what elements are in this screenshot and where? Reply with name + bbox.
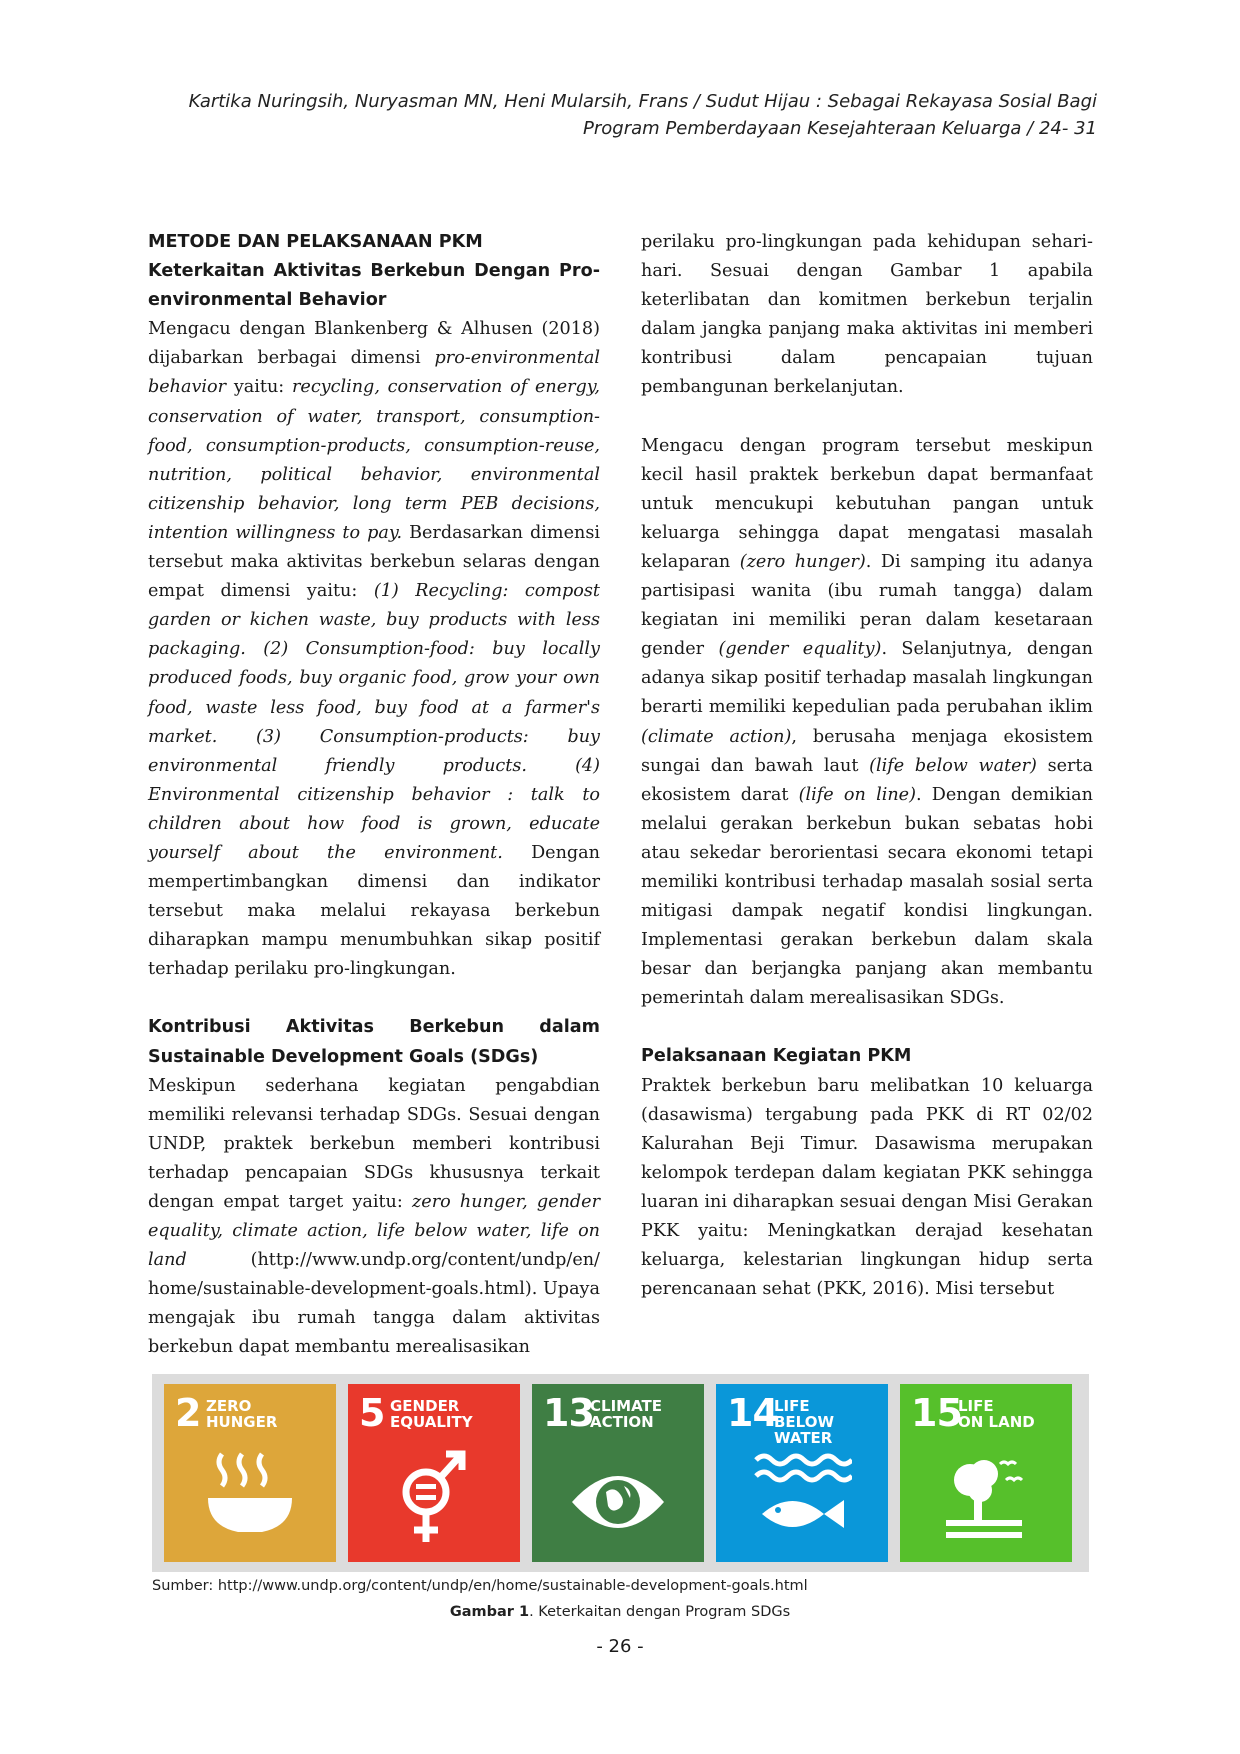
text-run: yaitu:	[226, 377, 292, 398]
text-run: Dengan mempertimbangkan dimensi dan indikator tersebut maka melalui rekayasa berkebun diharapkan mampu menumbuhkan sikap positif terhadap perilaku pro-lingkungan.	[148, 842, 601, 980]
sdg-tile-life-below-water	[716, 1384, 888, 1562]
sdg-label: LIFE ON LAND	[958, 1397, 1035, 1431]
sdg-label: CLIMATE ACTION	[590, 1397, 662, 1431]
sdg-tile-life-on-land	[900, 1384, 1072, 1562]
caption-label: Gambar 1	[449, 1604, 530, 1620]
page-number: - 26 -	[596, 1636, 644, 1657]
text-run: Mengacu dengan Blankenberg & Alhusen (2018) dijabarkan berbagai dimensi	[148, 319, 600, 369]
paragraph-peb	[148, 315, 600, 984]
paragraph-pelaksanaan: Praktek berkebun baru melibatkan 10 keluarga (dasawisma) tergabung pada PKK di RT 02/02 Kalurahan Beji Timur. Dasawisma merupakan kelompok terdepan dalam kegiatan PKK sehingga luaran ini diharapkan sesuai dengan Misi Gerakan PKK yaitu: Meningkatkan derajad kesehatan keluarga, kelestarian lingkungan hidup serta perencanaan sehat (PKK, 2016). Misi tersebut	[641, 1075, 1093, 1300]
subsection-title-3: Pelaksanaan Kegiatan PKM	[641, 1046, 912, 1067]
sdg-number: 13	[543, 1391, 594, 1435]
italic-run: (zero hunger)	[739, 551, 866, 572]
tree-icon	[936, 1446, 1036, 1546]
sdg-tile-climate-action	[532, 1384, 704, 1562]
figure-source: Sumber: http://www.undp.org/content/undp/en/home/sustainable-development-goals.html	[152, 1578, 808, 1594]
text-run: Meskipun sederhana kegiatan pengabdian memiliki relevansi terhadap SDGs. Sesuai dengan UNDP, praktek berkebun memberi kontribusi terhadap pencapaian SDGs khususnya terkait dengan empat target yaitu:	[148, 1075, 600, 1212]
header-line-1: Kartika Nuringsih, Nuryasman MN, Heni Mularsih, Frans / Sudut Hijau : Sebagai Rekayasa Sosial Bagi	[188, 91, 1097, 112]
sdg-tile-zero-hunger	[164, 1384, 336, 1562]
text-run: . Selanjutnya, dengan adanya sikap positif terhadap masalah lingkungan berarti memiliki kepedulian pada perubahan iklim	[641, 639, 1093, 718]
italic-run: (life on line)	[798, 784, 916, 805]
running-header	[189, 88, 1097, 142]
text-run: Berdasarkan dimensi tersebut maka aktivitas berkebun selaras dengan empat dimensi yaitu:	[148, 522, 600, 602]
paragraph-continuation: perilaku pro-lingkungan pada kehidupan sehari-hari. Sesuai dengan Gambar 1 apabila keterlibatan dan komitmen berkebun terjalin dalam jangka panjang maka aktivitas ini memberi kontribusi dalam pencapaian tujuan pembangunan berkelanjutan.	[641, 232, 1093, 398]
eye-globe-icon	[568, 1446, 668, 1546]
italic-run: (1) Recycling: compost garden or kichen waste, buy products with less packaging. (2) Consumption-food: buy locally produced foods, buy organic food, grow your own food, waste less food, buy food at a farmer's market. (3) Consumption-products: buy environmental friendly products. (4) Environmental citizenship behavior : talk to children about how food is grown, educate yourself about the environment.	[148, 581, 600, 863]
text-run: . Dengan demikian melalui gerakan berkebun bukan sebatas hobi atau sekedar berorientasi secara ekonomi tetapi memiliki kontribusi terhadap masalah sosial serta mitigasi dampak negatif kondisi lingkungan. Implementasi gerakan berkebun dalam skala besar dan berjangka panjang akan membantu pemerintah dalam merealisasikan SDGs.	[641, 784, 1093, 1009]
text-run: . Di samping itu adanya partisipasi wanita (ibu rumah tangga) dalam kegiatan ini memiliki peran dalam kesetaraan gender	[641, 551, 1093, 660]
sdg-figure	[152, 1374, 1089, 1572]
italic-run: (climate action)	[641, 726, 792, 747]
section-title: METODE DAN PELAKSANAAN PKM	[148, 232, 483, 252]
italic-run: pro-environmental behavior	[148, 348, 600, 398]
fish-icon	[752, 1446, 852, 1546]
italic-run: recycling, conservation of energy, conservation of water, transport, consumption-food, consumption-products, consumption-reuse, nutrition, political behavior, environmental citizenship behavior, long term PEB decisions, intention willingness to pay.	[148, 377, 600, 543]
figure-caption	[0, 1604, 1240, 1620]
italic-run: (life below water)	[869, 755, 1037, 776]
text-run: (http://www.undp.org/content/undp/en/ home/sustainable-development-goals.html). Upaya mengajak ibu rumah tangga dalam aktivitas berkebun dapat membantu merealisasikan	[148, 1250, 600, 1358]
italic-run: zero hunger, gender equality, climate action, life below water, life on land	[148, 1192, 600, 1271]
bowl-icon	[200, 1446, 300, 1546]
text-run: Mengacu dengan program tersebut meskipun kecil hasil praktek berkebun dapat bermanfaat untuk mencukupi kebutuhan pangan untuk keluarga sehingga dapat mengatasi masalah kelaparan	[641, 435, 1093, 572]
paragraph-program	[641, 432, 1093, 1014]
italic-run: (gender equality)	[718, 639, 882, 660]
subsection-title-2: Kontribusi Aktivitas Berkebun dalam Sustainable Development Goals (SDGs)	[148, 1017, 600, 1067]
right-column	[641, 228, 1093, 1304]
text-run: serta ekosistem darat	[641, 755, 1093, 805]
sdg-label: GENDER EQUALITY	[390, 1397, 473, 1431]
sdg-number: 5	[359, 1391, 385, 1435]
text-run: , berusaha menjaga ekosistem sungai dan bawah laut	[641, 726, 1093, 776]
sdg-label: ZERO HUNGER	[206, 1397, 278, 1431]
gender-icon	[384, 1446, 484, 1546]
sdg-label: LIFE BELOW WATER	[774, 1397, 834, 1447]
sdg-tile-gender-equality	[348, 1384, 520, 1562]
subsection-title-1: Keterkaitan Aktivitas Berkebun Dengan Pro-environmental Behavior	[148, 261, 600, 311]
paragraph-sdgs	[148, 1072, 600, 1363]
header-line-2: Program Pemberdayaan Kesejahteraan Keluarga / 24- 31	[583, 118, 1097, 139]
sdg-number: 14	[727, 1391, 778, 1435]
caption-text: . Keterkaitan dengan Program SDGs	[529, 1604, 791, 1620]
left-column	[148, 228, 600, 1363]
sdg-number: 15	[911, 1391, 962, 1435]
sdg-number: 2	[175, 1391, 201, 1435]
